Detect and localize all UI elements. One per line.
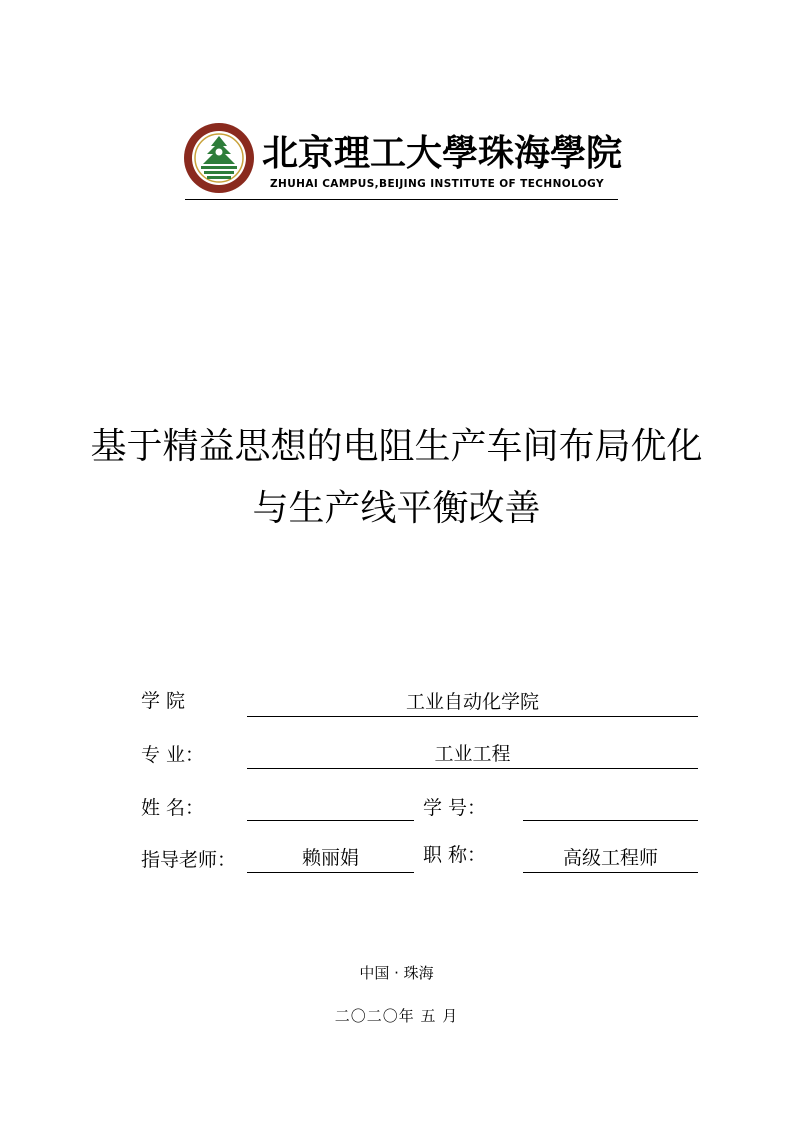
- advisor-label: 指导老师：: [141, 849, 237, 871]
- name-field: [247, 794, 414, 821]
- job-title-field: [523, 846, 698, 873]
- college-field: [247, 690, 698, 717]
- place-text: 中国 · 珠海: [359, 964, 434, 982]
- college-label: 学 院: [141, 690, 186, 712]
- name-label: 姓 名：: [141, 797, 205, 819]
- advisor-value: 赖丽娟: [301, 847, 359, 869]
- college-value: 工业自动化学院: [405, 691, 539, 713]
- university-name-cn: 北京理工大學珠海學院: [262, 132, 623, 174]
- job-title-label: 职 称：: [423, 844, 487, 866]
- job-title-value: 高级工程师: [562, 847, 658, 869]
- header-divider: [185, 199, 618, 200]
- emblem-icon: [183, 122, 255, 194]
- student-id-label: 学 号：: [423, 797, 487, 819]
- student-id-field: [523, 794, 698, 821]
- advisor-field: [247, 846, 414, 873]
- university-name-en: ZHUHAI CAMPUS,BEIJING INSTITUTE OF TECHNOLOGY: [270, 178, 604, 190]
- date-text: 二〇二〇年 五 月: [334, 1007, 459, 1025]
- university-emblem: [183, 122, 255, 194]
- thesis-title-line-1: 基于精益思想的电阻生产车间布局优化: [90, 426, 703, 467]
- major-field: [247, 742, 698, 769]
- major-value: 工业工程: [434, 743, 511, 765]
- thesis-title-line-2: 与生产线平衡改善: [252, 488, 541, 529]
- major-label: 专 业：: [141, 744, 205, 766]
